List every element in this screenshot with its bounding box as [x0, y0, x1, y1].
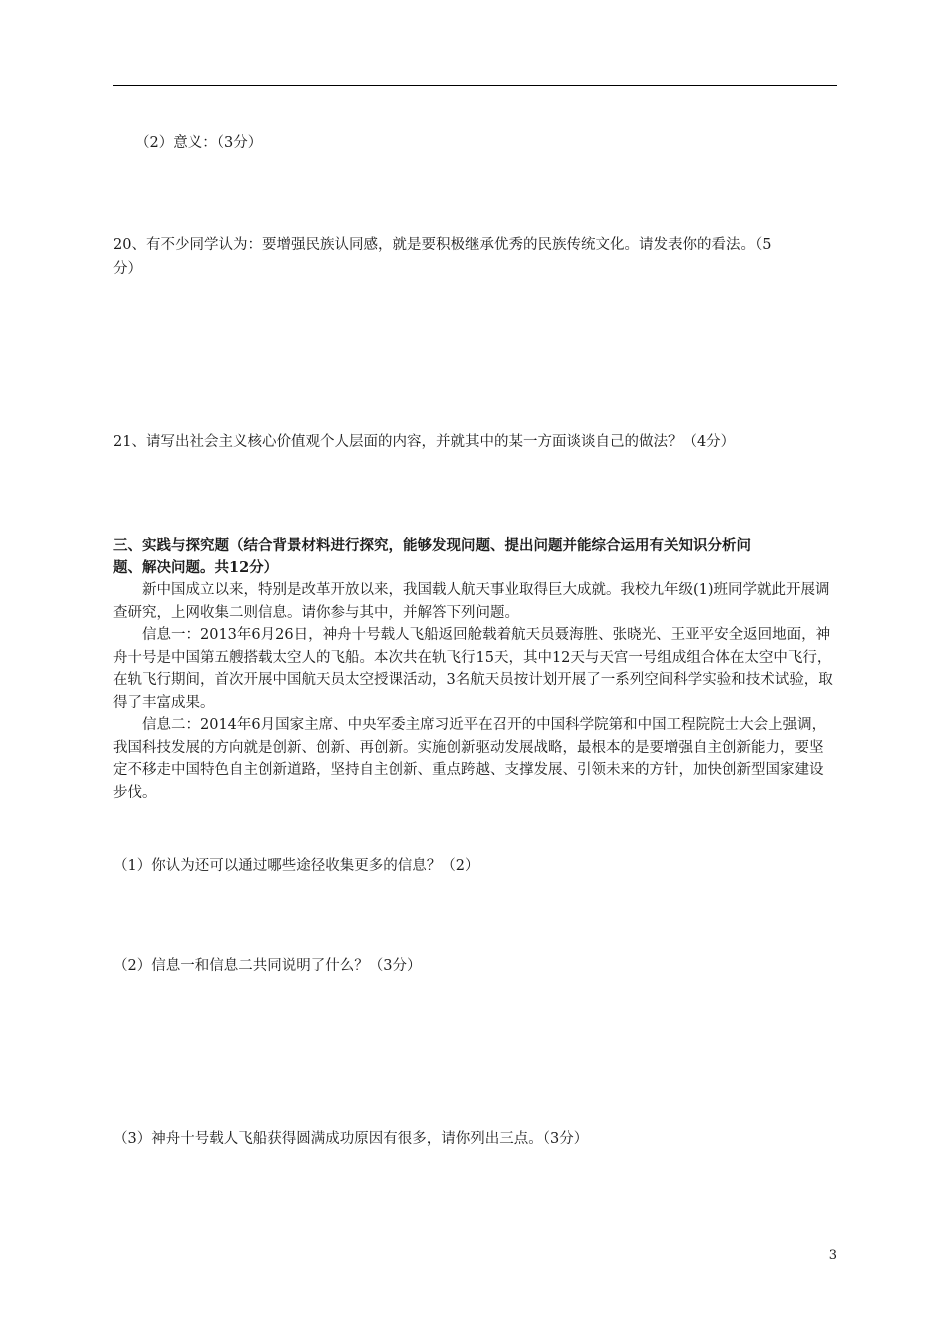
section-3-material: [113, 579, 837, 804]
info-2-paragraph: 信息二：2014年6月国家主席、中央军委主席习近平在召开的中国科学院第和中国工程院院士大会上强调，我国科技发展的方向就是创新、创新、再创新。实施创新驱动发展战略，最根本的是要增强自主创新能力，要坚定不移走中国特色自主创新道路，坚持自主创新、重点跨越、支撑发展、引领未来的方针，加快创新型国家建设步伐。: [113, 717, 827, 801]
question-20-line-1: 20、有不少同学认为：要增强民族认同感，就是要积极继承优秀的民族传统文化。请发表你的看法。（5: [113, 237, 772, 253]
header-rule: [113, 85, 837, 86]
section-3-heading-line-2: 题、解决问题。共12分）: [113, 559, 279, 576]
page-number: 3: [828, 1248, 837, 1263]
info-1-paragraph: 信息一：2013年6月26日，神舟十号载人飞船返回舱载着航天员聂海胜、张晓光、王亚平安全返回地面，神舟十号是中国第五艘搭载太空人的飞船。本次共在轨飞行15天，其中12天与天宫一号组成组合体在太空中飞行，在轨飞行期间，首次开展中国航天员太空授课活动，3名航天员按计划开展了一系列空间科学实验和技术试验，取得了丰富成果。: [113, 627, 833, 711]
sub-question-2: （2）信息一和信息二共同说明了什么？（3分）: [113, 958, 422, 974]
section-3-heading-line-1: 三、实践与探究题（结合背景材料进行探究，能够发现问题、提出问题并能综合运用有关知识分析问: [113, 537, 751, 554]
sub-question-3: （3）神舟十号载人飞船获得圆满成功原因有很多，请你列出三点。（3分）: [113, 1131, 589, 1147]
intro-paragraph: 新中国成立以来，特别是改革开放以来，我国载人航天事业取得巨大成就。我校九年级(1)班同学就此开展调查研究，上网收集二则信息。请你参与其中，并解答下列问题。: [113, 582, 830, 621]
question-20-line-2: 分）: [113, 261, 142, 277]
question-21: 21、请写出社会主义核心价值观个人层面的内容，并就其中的某一方面谈谈自己的做法？（4分）: [113, 434, 736, 450]
question-19-part-2: （2）意义：（3分）: [135, 135, 263, 151]
sub-question-1: （1）你认为还可以通过哪些途径收集更多的信息？（2）: [113, 858, 480, 874]
